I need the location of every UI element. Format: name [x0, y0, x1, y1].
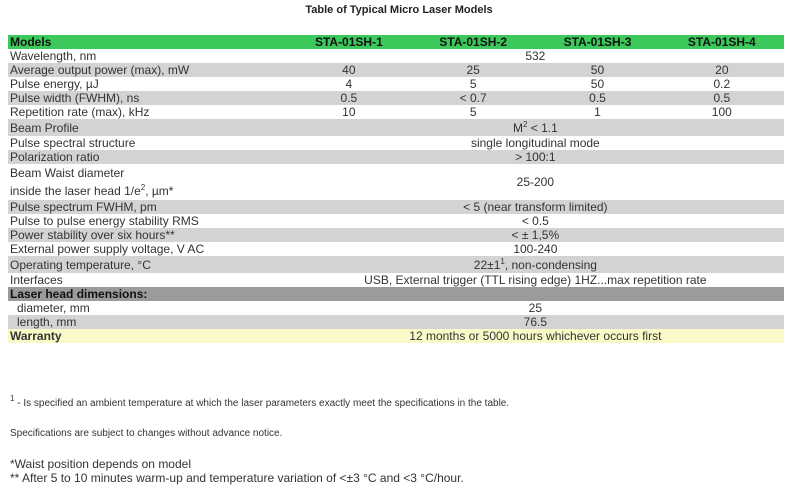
table-row: [8, 256, 784, 273]
row-label: Warranty: [10, 329, 62, 343]
table-row: [8, 105, 784, 119]
row-label: Power stability over six hours**: [10, 228, 175, 242]
row-label: Pulse to pulse energy stability RMS: [10, 214, 199, 228]
table-row: [8, 273, 784, 287]
cell-value: 1: [594, 105, 601, 119]
table-row: [8, 315, 784, 329]
label-line: Beam Waist diameter: [10, 166, 125, 180]
value-text: M: [512, 120, 523, 135]
table-row: [8, 119, 784, 136]
specifications-notice: Specifications are subject to changes without advance notice.: [10, 428, 283, 439]
waist-position-note: *Waist position depends on model: [10, 457, 191, 471]
cell-value: 50: [590, 77, 605, 91]
row-label: Repetition rate (max), kHz: [10, 105, 150, 119]
row-value: 532: [525, 49, 546, 63]
table-row: [8, 164, 784, 200]
row-label: Operating temperature, °C: [10, 257, 151, 272]
table-row: [8, 214, 784, 228]
row-label: Average output power (max), mW: [10, 63, 190, 77]
row-value: > 100:1: [515, 150, 556, 164]
row-label: External power supply voltage, V AC: [10, 242, 205, 256]
cell-value: 40: [342, 63, 356, 77]
cell-value: 0.5: [589, 91, 606, 105]
cell-value: 100: [711, 105, 732, 119]
row-value: 76.5: [523, 315, 548, 329]
row-value: USB, External trigger (TTL rising edge) 1HZ...max repetition rate: [364, 273, 707, 287]
cell-value: 20: [715, 63, 729, 77]
table-header-row: [8, 35, 784, 49]
row-value: [287, 119, 784, 136]
row-value: 25-200: [516, 175, 555, 189]
cell-value: 0.2: [713, 77, 731, 91]
laser-models-table: [8, 35, 784, 343]
footnote-ambient-temperature: [10, 394, 510, 409]
model-header: STA-01SH-2: [439, 35, 508, 49]
table-row: [8, 91, 784, 105]
row-label: Pulse spectrum FWHM, pm: [10, 200, 157, 214]
row-label: Pulse energy, µJ: [10, 77, 99, 91]
row-label: Polarization ratio: [10, 150, 100, 164]
model-header: STA-01SH-3: [563, 35, 632, 49]
page-title: Table of Typical Micro Laser Models: [305, 4, 493, 16]
cell-value: 4: [345, 77, 353, 91]
cell-value: 0.5: [340, 91, 358, 105]
table-row: [8, 301, 784, 315]
row-label: Beam Profile: [10, 120, 79, 135]
row-label: Interfaces: [10, 273, 63, 287]
row-value: < 5 (near transform limited): [463, 200, 608, 214]
superscript: 1: [10, 394, 15, 403]
dimensions-section-row: [8, 287, 784, 301]
table-row: [8, 136, 784, 150]
row-value: < ± 1,5%: [511, 228, 560, 242]
row-label: Pulse width (FWHM), ns: [10, 91, 140, 105]
row-label: diameter, mm: [17, 301, 90, 315]
table-row: [8, 242, 784, 256]
warranty-row: [8, 329, 784, 343]
value-text: 22±1: [473, 257, 501, 272]
cell-value: 5: [469, 105, 477, 119]
label-line: inside the laser head 1/e: [10, 184, 141, 198]
row-value: 12 months or 5000 hours whichever occurs first: [409, 329, 662, 343]
superscript: 1: [500, 256, 505, 266]
table-row: [8, 200, 784, 214]
model-header: STA-01SH-4: [687, 35, 756, 49]
table-row: [8, 228, 784, 242]
header-label: Models: [10, 35, 52, 49]
cell-value: 5: [469, 77, 477, 91]
row-label: [8, 164, 287, 200]
footnote-text: - Is specified an ambient temperature at which the laser parameters exactly meet the specifications in the table.: [14, 398, 510, 409]
table-row: [8, 150, 784, 164]
table-row: [8, 77, 784, 91]
value-text: , non-condensing: [504, 257, 597, 272]
row-value: [287, 256, 784, 273]
table-row: [8, 49, 784, 63]
label-line: , µm*: [145, 184, 174, 198]
model-header: STA-01SH-1: [314, 35, 383, 49]
section-label: Laser head dimensions:: [10, 287, 148, 301]
cell-value: 0.5: [713, 91, 731, 105]
cell-value: 10: [342, 105, 356, 119]
row-value: single longitudinal mode: [470, 136, 600, 150]
row-label: Pulse spectral structure: [10, 136, 136, 150]
superscript: 2: [140, 183, 146, 192]
table-row: [8, 63, 784, 77]
row-label: length, mm: [17, 315, 77, 329]
superscript: 2: [522, 119, 528, 129]
row-value: 25: [528, 301, 543, 315]
row-label: Wavelength, nm: [10, 49, 97, 63]
row-value: < 0.5: [521, 214, 549, 228]
row-value: 100-240: [513, 242, 558, 256]
cell-value: 25: [466, 63, 480, 77]
value-text: < 1.1: [527, 120, 558, 135]
cell-value: < 0.7: [459, 91, 487, 105]
warmup-note: ** After 5 to 10 minutes warm-up and temperature variation of <±3 °C and <3 °C/hour.: [10, 471, 464, 485]
cell-value: 50: [590, 63, 605, 77]
